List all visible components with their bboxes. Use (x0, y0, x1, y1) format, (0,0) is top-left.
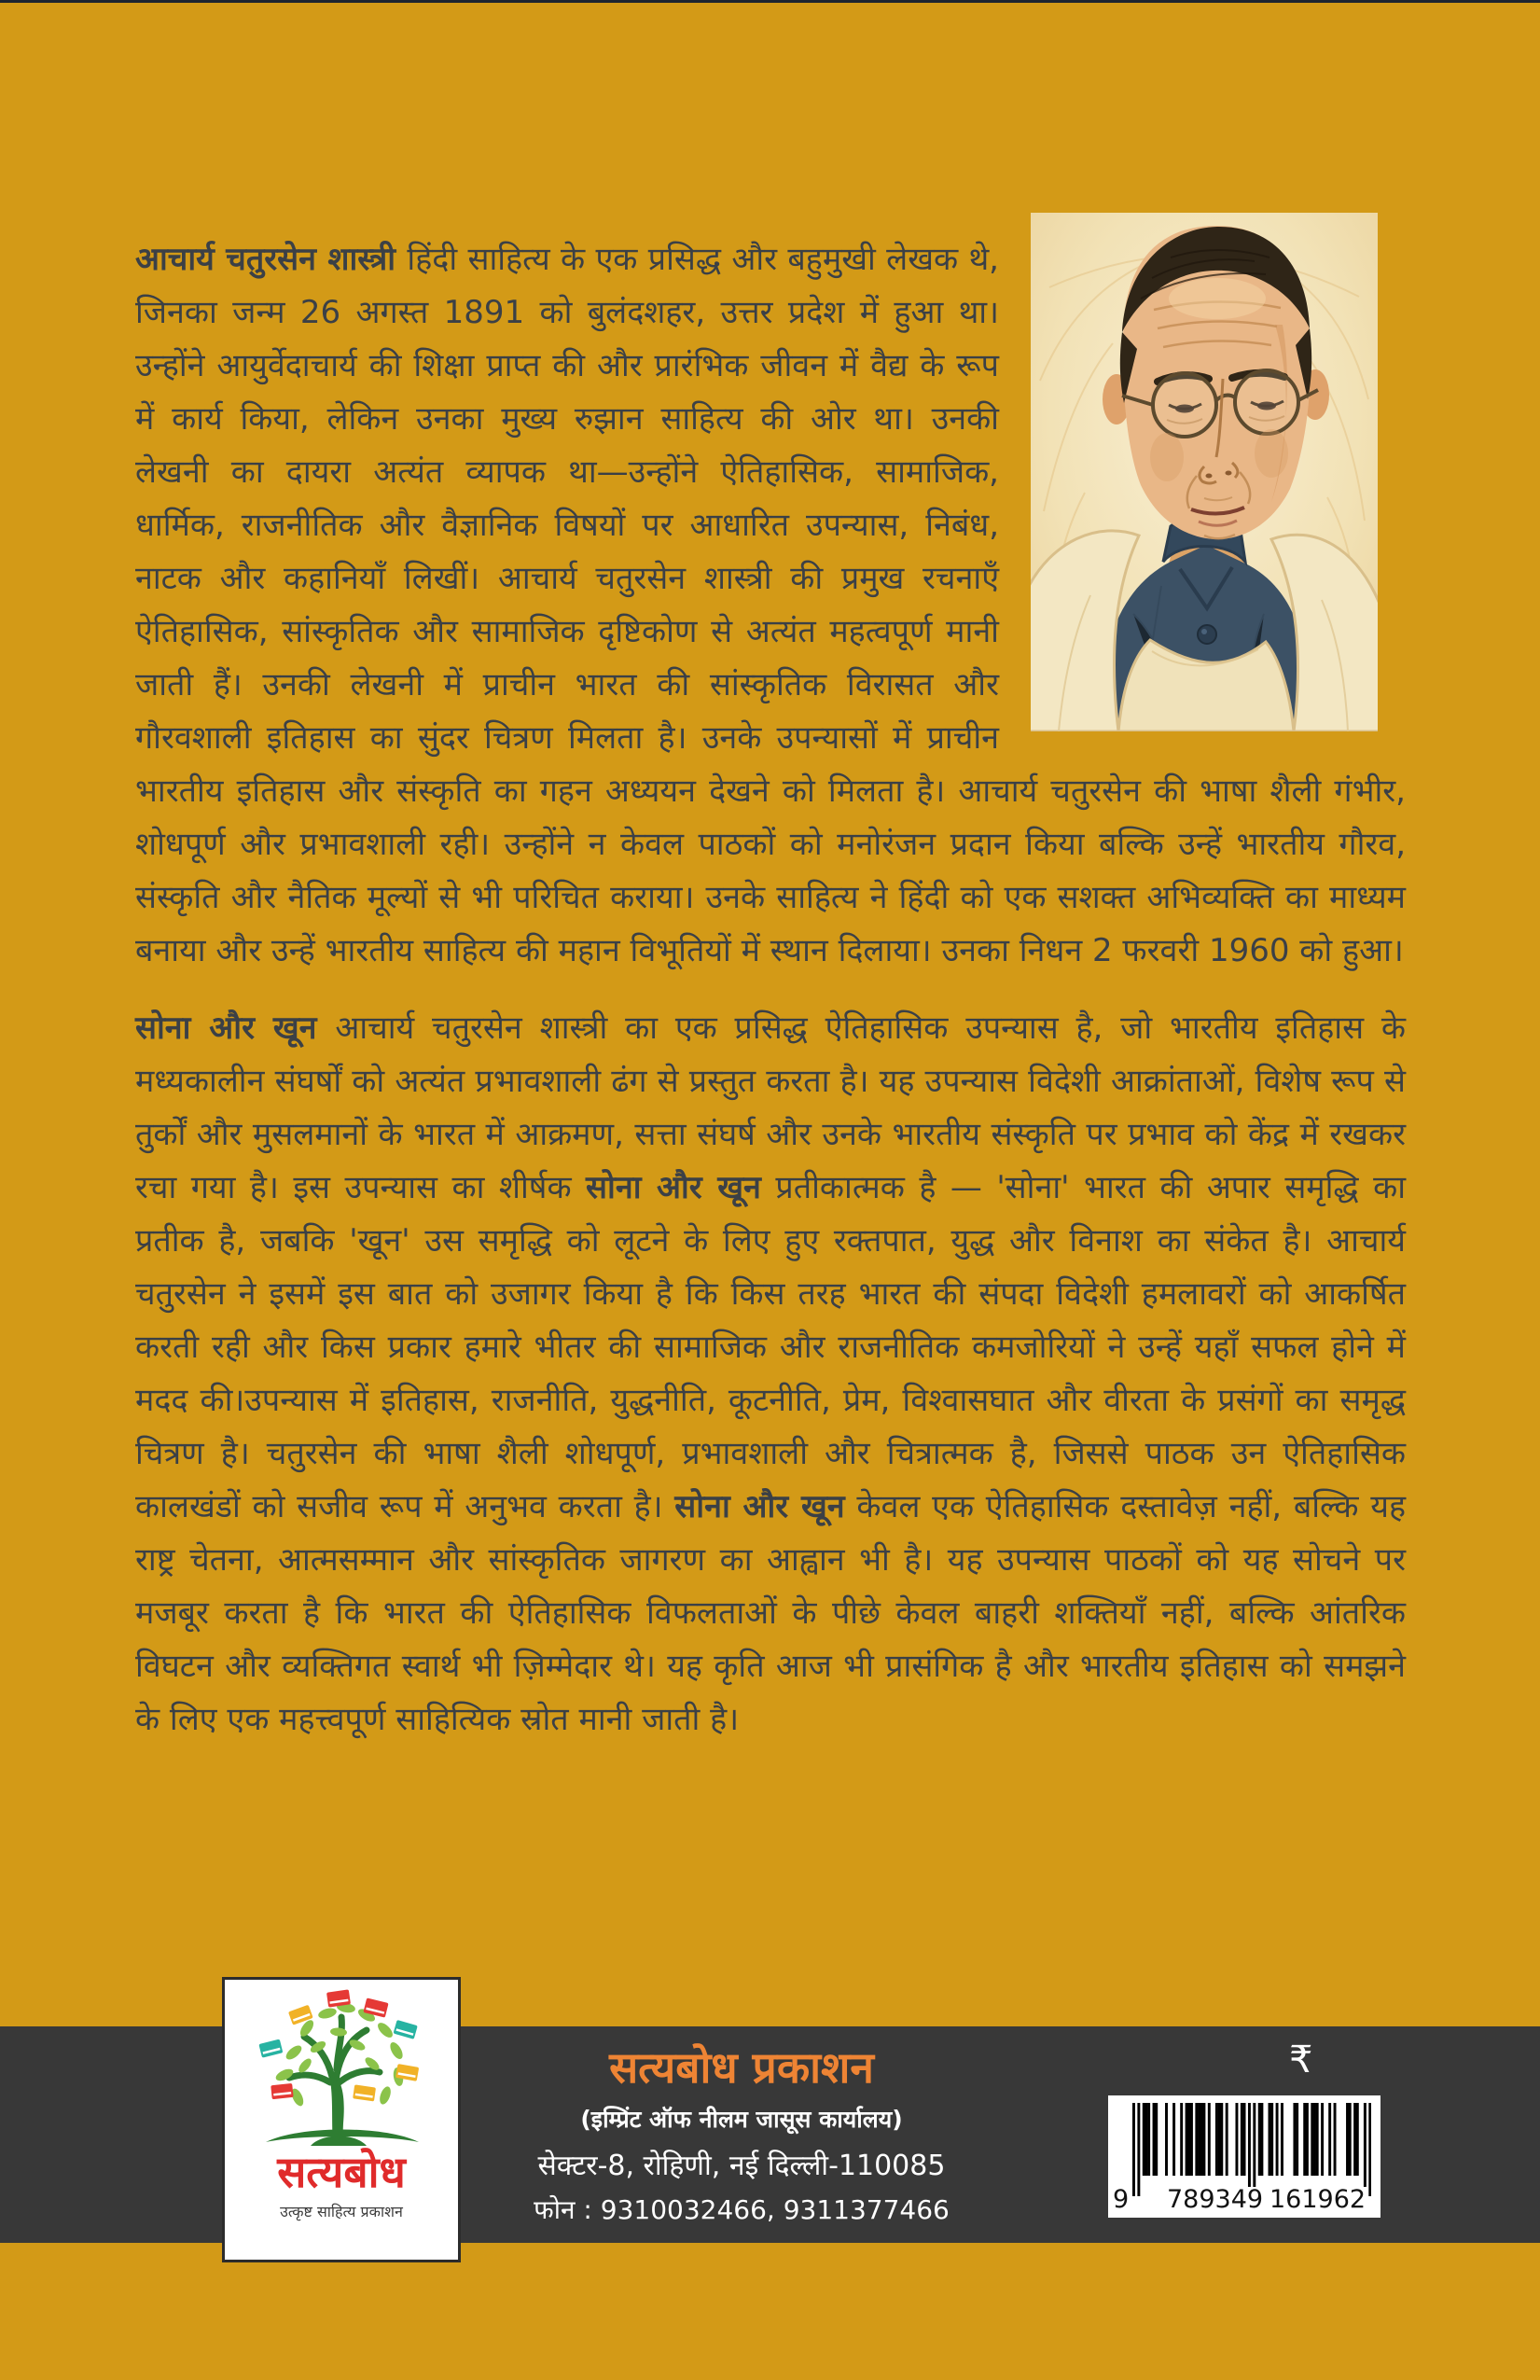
rupee-symbol: ₹ (1289, 2039, 1313, 2081)
barcode-lead-digit: 9 (1110, 2187, 1131, 2212)
publisher-phone: फोन : 9310032466, 9311377466 (534, 2193, 950, 2225)
publisher-imprint: (इम्प्रिंट ऑफ नीलम जासूस कार्यालय) (580, 2105, 903, 2133)
author-portrait (1031, 213, 1378, 731)
about-paragraph: आचार्य चतुरसेन शास्त्री हिंदी साहित्य के एक प्रसिद्ध और बहुमुखी लेखक थे, जिनका जन्म 26 अगस्त 1891 को बुलंदशहर, उत्तर प्रदेश में हुआ था। उन्होंने आयुर्वेदाचार्य की शिक्षा प्राप्त की और प्रारंभिक जीवन में वैद्य के रूप में कार्य किया, लेकिन उनका मुख्य रुझान साहित्य की ओर था। उनकी लेखनी का दायरा अत्यंत व्यापक था—उन्होंने ऐतिहासिक, सामाजिक, धार्मिक, राजनीतिक और वैज्ञानिक विषयों पर आधारित उपन्यास, निबंध, नाटक और कहानियाँ लिखीं। आचार्य चतुरसेन शास्त्री की प्रमुख रचनाएँ ऐतिहासिक, सांस्कृतिक और सामाजिक दृष्टिकोण से अत्यंत महत्वपूर्ण मानी जाती हैं। उनकी लेखनी में प्राचीन भारत की सांस्कृतिक विरासत और गौरवशाली इतिहास का सुंदर चित्रण मिलता है। उनके उपन्यासों में प्राचीन भारतीय इतिहास और संस्कृति का गहन अध्ययन देखने को मिलता है। आचार्य चतुरसेन की भाषा शैली गंभीर, शोधपूर्ण और प्रभावशाली रही। उन्होंने न केवल पाठकों को मनोरंजन प्रदान किया बल्कि उन्हें भारतीय गौरव, संस्कृति और नैतिक मूल्यों से भी परिचित कराया। उनके साहित्य ने हिंदी को एक सशक्त अभिव्यक्ति का माध्यम बनाया और उन्हें भारतीय साहित्य की महान विभूतियों में स्थान दिलाया। उनका निधन 2 फरवरी 1960 को हुआ। (135, 241, 1406, 969)
top-edge-line (0, 0, 1540, 3)
about-paragraph: सोना और खून आचार्य चतुरसेन शास्त्री का एक प्रसिद्ध ऐतिहासिक उपन्यास है, जो भारतीय इतिहास के मध्यकालीन संघर्षों को अत्यंत प्रभावशाली ढंग से प्रस्तुत करता है। यह उपन्यास विदेशी आक्रांताओं, विशेष रूप से तुर्कों और मुसलमानों के भारत में आक्रमण, सत्ता संघर्ष और उनके भारतीय संस्कृति पर प्रभाव को केंद्र में रखकर रचा गया है। इस उपन्यास का शीर्षक सोना और खून प्रतीकात्मक है — 'सोना' भारत की अपार समृद्धि का प्रतीक है, जबकि 'खून' उस समृद्धि को लूटने के लिए हुए रक्तपात, युद्ध और विनाश का संकेत है। आचार्य चतुरसेन ने इसमें इस बात को उजागर किया है कि किस तरह भारत की संपदा विदेशी हमलावरों को आकर्षित करती रही और किस प्रकार हमारे भीतर की सामाजिक और राजनीतिक कमजोरियों ने उन्हें यहाँ सफल होने में मदद की।उपन्यास में इतिहास, राजनीति, युद्धनीति, कूटनीति, प्रेम, विश्वासघात और वीरता के प्रसंगों का समृद्ध चित्रण है। चतुरसेन की भाषा शैली शोधपूर्ण, प्रभावशाली और चित्रात्मक है, जिससे पाठक उन ऐतिहासिक कालखंडों को सजीव रूप में अनुभव करता है। सोना और खून केवल एक ऐतिहासिक दस्तावेज़ नहीं, बल्कि यह राष्ट्र चेतना, आत्मसम्मान और सांस्कृतिक जागरण का आह्वान भी है। यह उपन्यास पाठकों को यह सोचने पर मजबूर करता है कि भारत की ऐतिहासिक विफलताओं के पीछे केवल बाहरी शक्तियाँ नहीं, बल्कि आंतरिक विघटन और व्यक्तिगत स्वार्थ भी ज़िम्मेदार थे। यह कृति आज भी प्रासंगिक है और भारतीय इतिहास को समझने के लिए एक महत्त्वपूर्ण साहित्यिक स्रोत मानी जाती है। (135, 1009, 1406, 1738)
barcode-group1: 789349 (1164, 2187, 1266, 2212)
publisher-logo (222, 1977, 461, 2262)
publisher-info (508, 2043, 975, 2227)
barcode-group2: 161962 (1267, 2187, 1368, 2212)
logo-title: सत्यबोध (277, 2147, 406, 2197)
back-cover-text (135, 213, 1406, 1747)
logo-tagline: उत्कृष्ट साहित्य प्रकाशन (280, 2203, 403, 2221)
isbn-barcode (1108, 2095, 1380, 2218)
author-portrait-illustration (1031, 213, 1378, 731)
publisher-name: सत्यबोध प्रकाशन (609, 2042, 874, 2093)
publisher-address: सेक्टर-8, रोहिणी, नई दिल्ली-110085 (537, 2149, 946, 2182)
barcode-bars (1132, 2103, 1371, 2196)
book-tree-icon (245, 1987, 437, 2148)
